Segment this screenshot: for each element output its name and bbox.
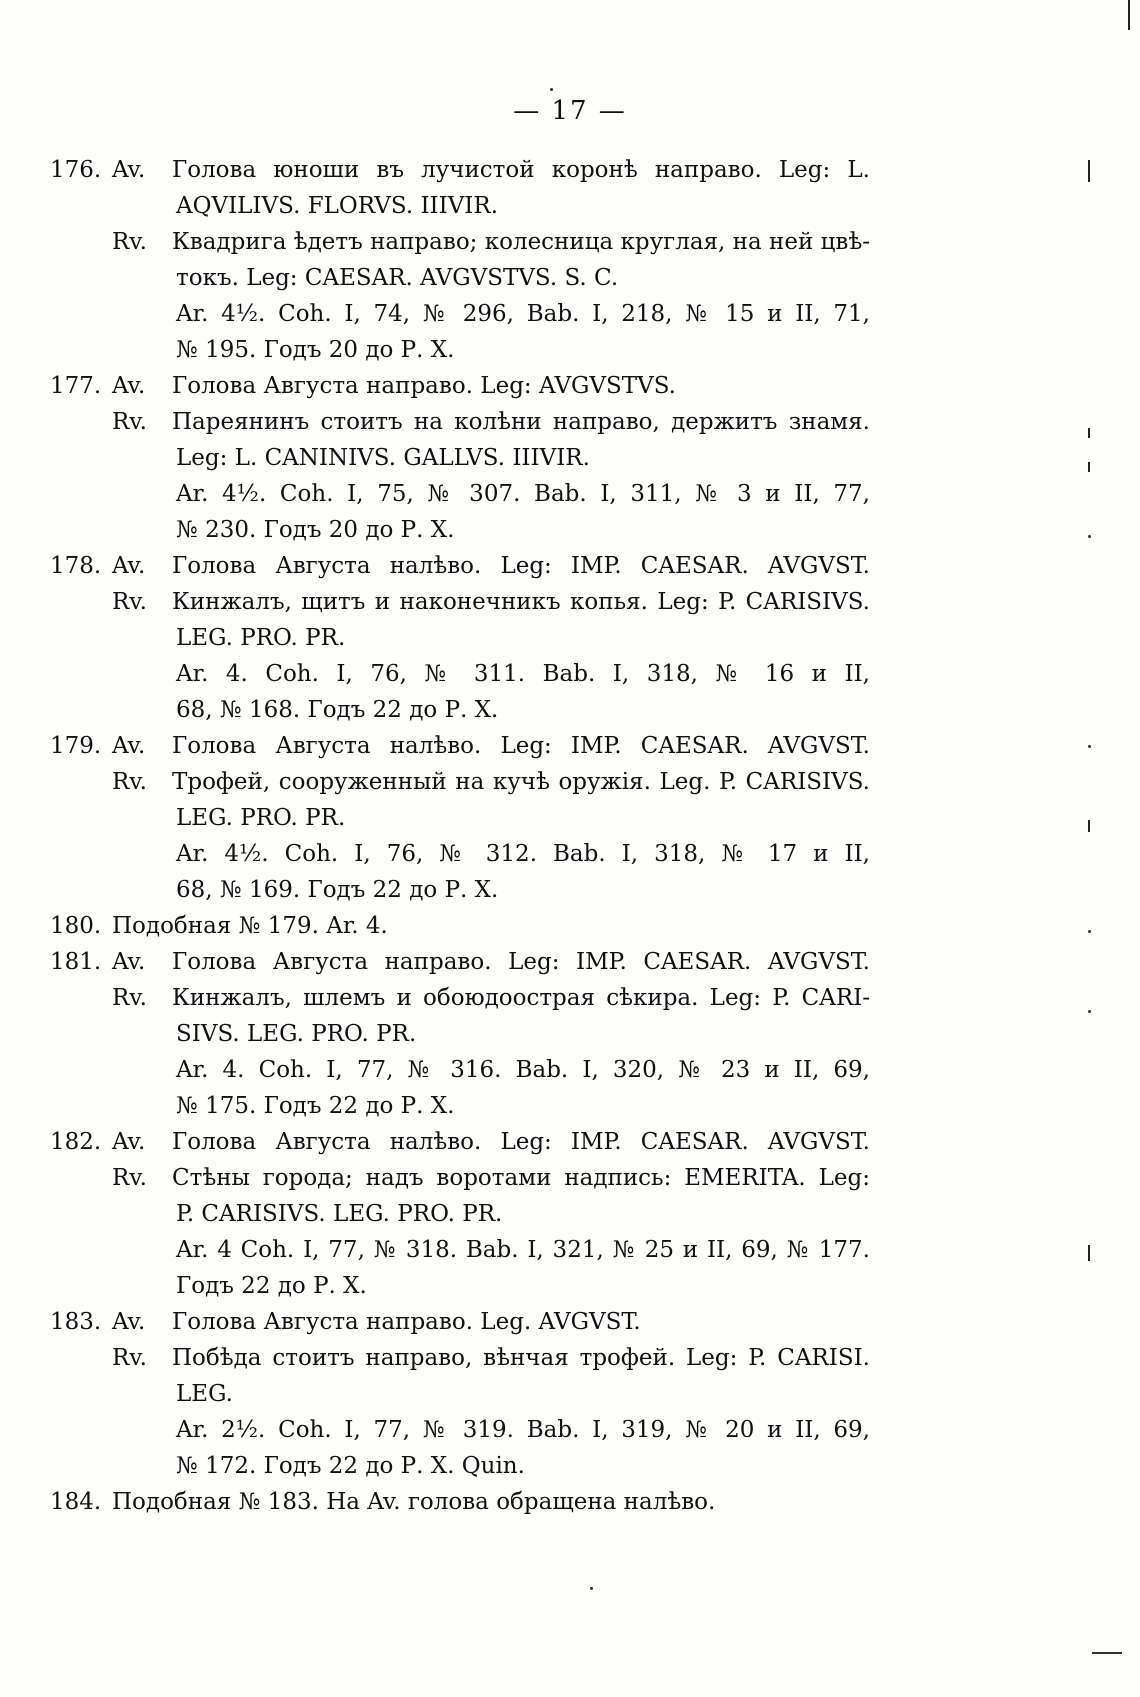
side-label: Rv. xyxy=(112,985,147,1011)
entry-line xyxy=(50,1016,870,1052)
entry-line xyxy=(50,1232,870,1268)
side-label: Rv. xyxy=(112,1345,147,1371)
side-label: Av. xyxy=(112,949,146,975)
entry-text: LEG. PRO. PR. xyxy=(176,625,346,651)
entry-line xyxy=(50,656,870,692)
entry-text: P. CARISIVS. LEG. PRO. PR. xyxy=(176,1201,503,1227)
entry-line xyxy=(50,872,870,908)
entry-text: Квадрига ѣдетъ направо; колесница круглая, на ней цвѣ- xyxy=(172,229,870,255)
side-label: Av. xyxy=(112,1129,146,1155)
entry-line xyxy=(50,944,870,980)
entry-text: Подобная № 183. На Av. голова обращена налѣво. xyxy=(112,1489,716,1515)
entry-text: Голова Августа налѣво. Leg: IMP. CAESAR. AVGVST. xyxy=(172,733,870,759)
entry-line xyxy=(50,1052,870,1088)
entry-text: Голова Августа направо. Leg: AVGVSTVS. xyxy=(172,373,676,399)
scan-mark xyxy=(1088,428,1090,438)
scan-dot xyxy=(1088,535,1091,538)
side-label: Rv. xyxy=(112,1165,147,1191)
entry-number: 177. xyxy=(50,373,102,399)
scan-dot xyxy=(1088,745,1091,748)
page-number: — 17 — xyxy=(513,96,627,126)
scan-dot xyxy=(1088,1010,1091,1013)
entry-text: Ar. 4 Coh. I, 77, № 318. Bab. I, 321, № 25 и II, 69, № 177. xyxy=(176,1237,870,1263)
entry-line xyxy=(50,296,870,332)
scan-mark xyxy=(1088,1245,1090,1261)
entry-text: AQVILIVS. FLORVS. IIIVIR. xyxy=(176,193,499,219)
entry-text: Leg: L. CANINIVS. GALLVS. IIIVIR. xyxy=(176,445,590,471)
entry-line xyxy=(50,1196,870,1232)
entry-number: 176. xyxy=(50,157,102,183)
entry-line xyxy=(50,1484,870,1520)
entry-text: Пареянинъ стоитъ на колѣни направо, держитъ знамя. xyxy=(172,409,870,435)
entry-number: 179. xyxy=(50,733,102,759)
entry-text: 68, № 169. Годъ 22 до Р. X. xyxy=(176,877,499,903)
entry-line xyxy=(50,332,870,368)
entry-line xyxy=(50,1412,870,1448)
side-label: Rv. xyxy=(112,409,147,435)
entry-line xyxy=(50,548,870,584)
entry-line xyxy=(50,512,870,548)
entry-text: Кинжалъ, шлемъ и обоюдоострая сѣкира. Leg: P. CARI- xyxy=(172,985,870,1011)
entry-text: SIVS. LEG. PRO. PR. xyxy=(176,1021,417,1047)
entry-line xyxy=(50,440,870,476)
entry-line xyxy=(50,1268,870,1304)
entry-text: Голова Августа направо. Leg: IMP. CAESAR. AVGVST. xyxy=(172,949,870,975)
entry-line xyxy=(50,1376,870,1412)
entry-text: LEG. PRO. PR. xyxy=(176,805,346,831)
entry-line xyxy=(50,404,870,440)
entry-line xyxy=(50,620,870,656)
entry-line xyxy=(50,476,870,512)
entry-line xyxy=(50,224,870,260)
scan-mark xyxy=(1128,0,1130,30)
entry-text: Ar. 4. Coh. I, 76, № 311. Bab. I, 318, № 16 и II, xyxy=(176,661,870,687)
side-label: Av. xyxy=(112,733,146,759)
entry-text: № 230. Годъ 20 до Р. X. xyxy=(176,517,455,543)
side-label: Rv. xyxy=(112,589,147,615)
entry-text: № 195. Годъ 20 до Р. X. xyxy=(176,337,455,363)
entry-text: токъ. Leg: CAESAR. AVGVSTVS. S. C. xyxy=(176,265,619,291)
entry-line xyxy=(50,836,870,872)
entry-number: 183. xyxy=(50,1309,102,1335)
entry-text: Годъ 22 до Р. X. xyxy=(176,1273,367,1299)
entry-text: LEG. xyxy=(176,1381,233,1407)
entry-line xyxy=(50,800,870,836)
entry-line xyxy=(50,1304,870,1340)
side-label: Av. xyxy=(112,157,146,183)
entry-text: № 175. Годъ 22 до Р. X. xyxy=(176,1093,455,1119)
entry-text: 68, № 168. Годъ 22 до Р. X. xyxy=(176,697,499,723)
side-label: Rv. xyxy=(112,769,147,795)
entry-line xyxy=(50,188,870,224)
side-label: Av. xyxy=(112,373,146,399)
entry-text: Ar. 4½. Coh. I, 75, № 307. Bab. I, 311, № 3 и II, 77, xyxy=(176,481,870,507)
entry-line xyxy=(50,152,870,188)
entry-number: 181. xyxy=(50,949,102,975)
entry-line xyxy=(50,1340,870,1376)
scan-mark xyxy=(1088,462,1090,472)
entry-text: Трофей, сооруженный на кучѣ оружія. Leg. P. CARISIVS. xyxy=(172,769,870,795)
entry-text: Ar. 4½. Coh. I, 74, № 296, Bab. I, 218, № 15 и II, 71, xyxy=(176,301,870,327)
side-label: Av. xyxy=(112,1309,146,1335)
entry-text: Ar. 4. Coh. I, 77, № 316. Bab. I, 320, № 23 и II, 69, xyxy=(176,1057,870,1083)
entry-line xyxy=(50,1088,870,1124)
entry-text: Побѣда стоитъ направо, вѣнчая трофей. Leg: P. CARISI. xyxy=(172,1345,870,1371)
entry-line xyxy=(50,980,870,1016)
entry-line xyxy=(50,908,870,944)
entry-line xyxy=(50,728,870,764)
entry-line xyxy=(50,260,870,296)
side-label: Rv. xyxy=(112,229,147,255)
side-label: Av. xyxy=(112,553,146,579)
entry-text: Кинжалъ, щитъ и наконечникъ копья. Leg: P. CARISIVS. xyxy=(172,589,870,615)
entry-text: Подобная № 179. Ar. 4. xyxy=(112,913,388,939)
entry-line xyxy=(50,1448,870,1484)
scan-dot xyxy=(590,1587,593,1590)
entry-text: Голова Августа налѣво. Leg: IMP. CAESAR. AVGVST. xyxy=(172,1129,870,1155)
scan-mark xyxy=(1088,820,1090,832)
entry-number: 184. xyxy=(50,1489,102,1515)
entry-line xyxy=(50,368,870,404)
entry-text: Голова Августа направо. Leg. AVGVST. xyxy=(172,1309,641,1335)
entry-number: 178. xyxy=(50,553,102,579)
entry-text: Голова юноши въ лучистой коронѣ направо. Leg: L. xyxy=(172,157,870,183)
entry-line xyxy=(50,1124,870,1160)
scan-mark xyxy=(1088,160,1090,182)
scan-dot xyxy=(550,88,553,91)
entry-text: Ar. 2½. Coh. I, 77, № 319. Bab. I, 319, № 20 и II, 69, xyxy=(176,1417,870,1443)
entry-number: 180. xyxy=(50,913,102,939)
catalogue-entries xyxy=(50,152,870,1520)
entry-line xyxy=(50,692,870,728)
entry-text: № 172. Годъ 22 до Р. X. Quin. xyxy=(176,1453,525,1479)
entry-line xyxy=(50,584,870,620)
scan-dot xyxy=(1088,930,1091,933)
scan-mark xyxy=(1092,1652,1122,1654)
entry-number: 182. xyxy=(50,1129,102,1155)
entry-text: Стѣны города; надъ воротами надпись: EMERITA. Leg: xyxy=(172,1165,870,1191)
entry-text: Голова Августа налѣво. Leg: IMP. CAESAR. AVGVST. xyxy=(172,553,870,579)
entry-text: Ar. 4½. Coh. I, 76, № 312. Bab. I, 318, № 17 и II, xyxy=(176,841,870,867)
entry-line xyxy=(50,764,870,800)
entry-line xyxy=(50,1160,870,1196)
